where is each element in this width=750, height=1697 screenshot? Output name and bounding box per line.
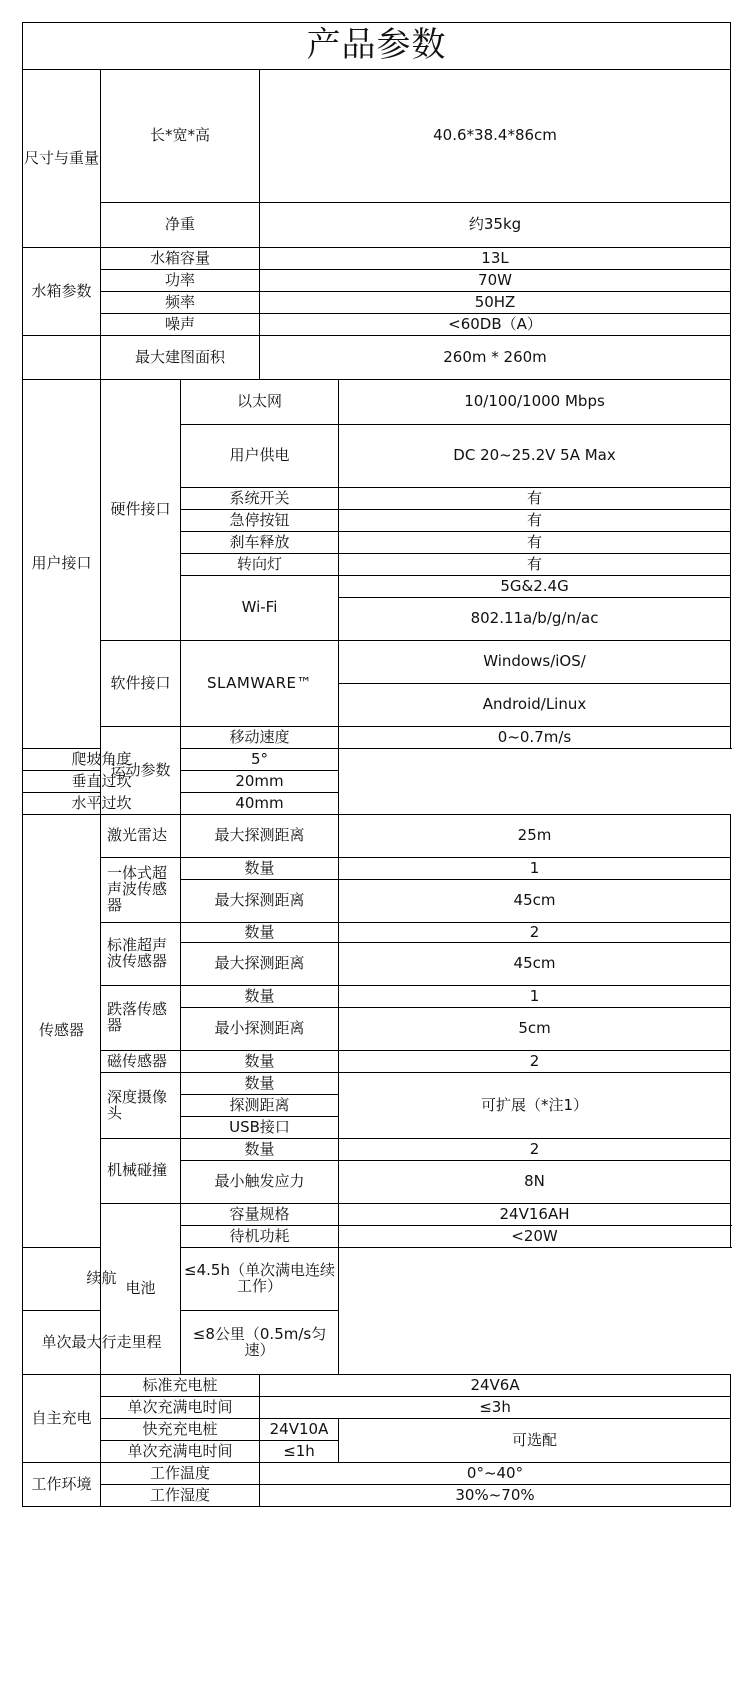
sensor-name: 机械碰撞 — [101, 1139, 181, 1204]
spec-label: 探测距离 — [181, 1095, 339, 1117]
category-motion: 运动参数 — [101, 727, 181, 815]
spec-value: Windows/iOS/ — [339, 641, 731, 684]
spec-label: 标准充电桩 — [101, 1375, 260, 1397]
group-software-interface: 软件接口 — [101, 641, 181, 727]
spec-label: 长*宽*高 — [101, 70, 260, 203]
spec-label: 净重 — [101, 203, 260, 248]
spec-value: 40mm — [181, 793, 339, 815]
spec-value: 有 — [339, 488, 731, 510]
spec-value: 20mm — [181, 771, 339, 793]
spec-label: 最小触发应力 — [181, 1161, 339, 1204]
spec-value: ≤4.5h（单次满电连续工作） — [181, 1248, 339, 1311]
spec-label: 刹车释放 — [181, 532, 339, 554]
spec-label: 功率 — [101, 270, 260, 292]
spec-label: Wi-Fi — [181, 576, 339, 641]
spec-label: 快充充电桩 — [101, 1419, 260, 1441]
spec-value: 40.6*38.4*86cm — [260, 70, 731, 203]
spec-value: 可扩展（*注1） — [339, 1073, 731, 1139]
category-sensors: 传感器 — [23, 815, 101, 1248]
spec-label: 单次充满电时间 — [101, 1441, 260, 1463]
spec-value-optional: 可选配 — [339, 1419, 731, 1463]
spec-value: <20W — [339, 1226, 731, 1248]
spec-label: 系统开关 — [181, 488, 339, 510]
sensor-name: 磁传感器 — [101, 1051, 181, 1073]
spec-value: 24V6A — [260, 1375, 731, 1397]
spec-label: 工作温度 — [101, 1463, 260, 1485]
spec-label: 数量 — [181, 858, 339, 880]
spec-value: 13L — [260, 248, 731, 270]
spec-value: 50HZ — [260, 292, 731, 314]
category-water-tank: 水箱参数 — [23, 248, 101, 336]
spec-value: 2 — [339, 1051, 731, 1073]
spec-label: 容量规格 — [181, 1204, 339, 1226]
spec-value: 24V16AH — [339, 1204, 731, 1226]
spec-label: 用户供电 — [181, 425, 339, 488]
spec-value: 24V10A — [260, 1419, 339, 1441]
sensor-name: 激光雷达 — [101, 815, 181, 858]
spec-value: 260m * 260m — [260, 336, 731, 380]
spec-label: 噪声 — [101, 314, 260, 336]
spec-label: 爬坡角度 — [23, 749, 181, 771]
category-auto-charging: 自主充电 — [23, 1375, 101, 1463]
spec-value: 1 — [339, 986, 731, 1008]
spec-label: 单次最大行走里程 — [23, 1311, 181, 1375]
page-title: 产品参数 — [23, 23, 731, 70]
spec-label: 数量 — [181, 1073, 339, 1095]
spec-value: Android/Linux — [339, 684, 731, 727]
spec-value: 有 — [339, 532, 731, 554]
category-dimensions: 尺寸与重量 — [23, 70, 101, 248]
spec-value: 0°~40° — [260, 1463, 731, 1485]
spec-value: ≤8公里（0.5m/s匀速） — [181, 1311, 339, 1375]
spec-label: 最大探测距离 — [181, 880, 339, 923]
spec-value: 2 — [339, 923, 731, 943]
spec-label: 转向灯 — [181, 554, 339, 576]
spec-value: 5G&2.4G — [339, 576, 731, 598]
category-battery: 电池 — [101, 1204, 181, 1375]
spec-value: 约35kg — [260, 203, 731, 248]
spec-value: 802.11a/b/g/n/ac — [339, 598, 731, 641]
spec-label: 待机功耗 — [181, 1226, 339, 1248]
spec-value: 5° — [181, 749, 339, 771]
group-hardware-interface: 硬件接口 — [101, 380, 181, 641]
spec-label: 最大建图面积 — [101, 336, 260, 380]
spec-value: 2 — [339, 1139, 731, 1161]
sensor-name: 标准超声波传感器 — [101, 923, 181, 986]
spec-label: 最大探测距离 — [181, 815, 339, 858]
spec-value: 45cm — [339, 943, 731, 986]
spec-label: 以太网 — [181, 380, 339, 425]
product-spec-table — [22, 22, 731, 1507]
sensor-name: 跌落传感器 — [101, 986, 181, 1051]
spec-value: 25m — [339, 815, 731, 858]
spec-value: 有 — [339, 510, 731, 532]
spec-value: 45cm — [339, 880, 731, 923]
spec-value: 有 — [339, 554, 731, 576]
spec-value: ≤1h — [260, 1441, 339, 1463]
spec-label: 续航 — [23, 1248, 181, 1311]
spec-value: 1 — [339, 858, 731, 880]
spec-label: USB接口 — [181, 1117, 339, 1139]
sensor-name: 一体式超声波传感器 — [101, 858, 181, 923]
spec-label: 数量 — [181, 986, 339, 1008]
spec-label: SLAMWARE™ — [181, 641, 339, 727]
spec-label: 垂直过坎 — [23, 771, 181, 793]
spec-value: 8N — [339, 1161, 731, 1204]
spec-value: 30%~70% — [260, 1485, 731, 1507]
spec-label: 水箱容量 — [101, 248, 260, 270]
spec-value: 0~0.7m/s — [339, 727, 731, 749]
spec-value: ≤3h — [260, 1397, 731, 1419]
spec-label: 最小探测距离 — [181, 1008, 339, 1051]
spec-value: 5cm — [339, 1008, 731, 1051]
spec-label: 最大探测距离 — [181, 943, 339, 986]
spec-label: 单次充满电时间 — [101, 1397, 260, 1419]
spec-label: 移动速度 — [181, 727, 339, 749]
spec-label: 数量 — [181, 1051, 339, 1073]
spec-value: 10/100/1000 Mbps — [339, 380, 731, 425]
spec-label: 工作湿度 — [101, 1485, 260, 1507]
spec-value: DC 20~25.2V 5A Max — [339, 425, 731, 488]
category-empty — [23, 336, 101, 380]
category-environment: 工作环境 — [23, 1463, 101, 1507]
spec-label: 水平过坎 — [23, 793, 181, 815]
spec-value: <60DB（A） — [260, 314, 731, 336]
spec-label: 急停按钮 — [181, 510, 339, 532]
spec-label: 数量 — [181, 923, 339, 943]
sensor-name: 深度摄像头 — [101, 1073, 181, 1139]
category-user-interface: 用户接口 — [23, 380, 101, 749]
spec-value: 70W — [260, 270, 731, 292]
spec-label: 频率 — [101, 292, 260, 314]
spec-label: 数量 — [181, 1139, 339, 1161]
